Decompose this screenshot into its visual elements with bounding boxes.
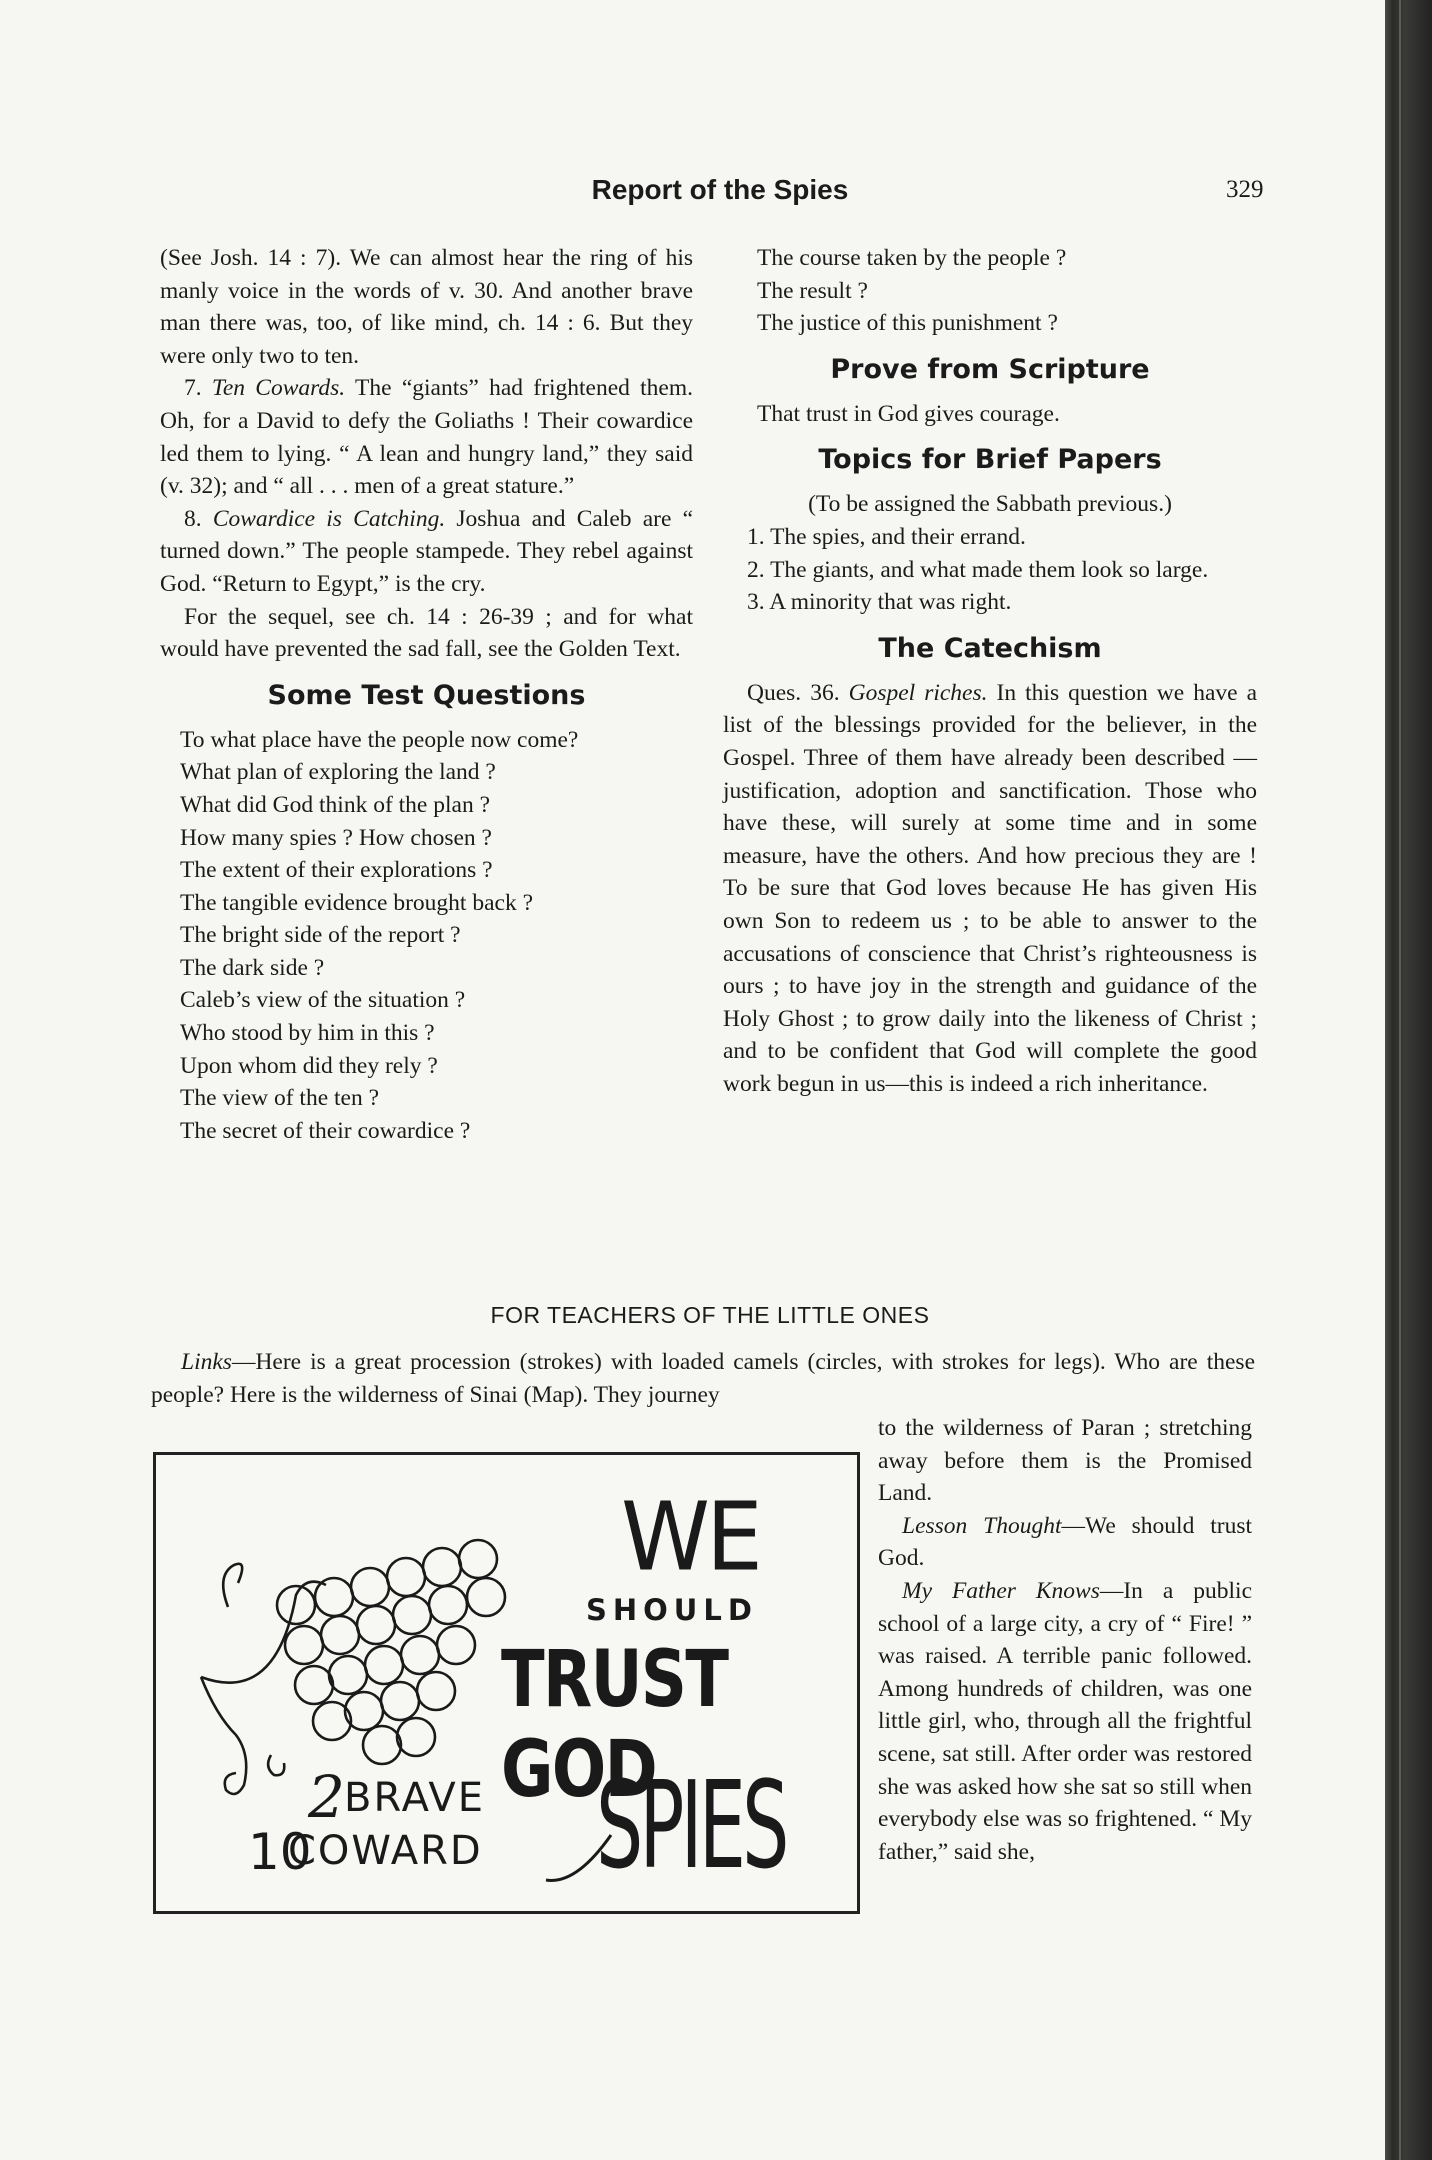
left-paragraph-cowardice [160,503,693,601]
question-item: To what place have the people now come? [180,726,579,753]
links-paragraph [151,1346,1255,1411]
paragraph-title: Ten Cowards. [211,375,346,402]
question-item: Who stood by him in this ? [180,1020,435,1047]
illustration-two: 2 [308,1763,345,1831]
catechism-heading: The Catechism [878,632,1102,664]
teachers-heading: FOR TEACHERS OF THE LITTLE ONES [490,1302,930,1328]
question-item: The tangible evidence brought back ? [180,889,534,916]
book-binding-edge [1385,0,1432,2160]
paragraph-title: Cowardice is Catching. [212,505,446,532]
question-item: What did God think of the plan ? [180,791,490,818]
father-knows-paragraph [878,1575,1252,1868]
test-questions-list [160,724,693,1148]
paragraph-text: Joshua and Caleb are “ turned down.” The people stampede. They rebel against God. “Return to Egypt,” is the cry. [160,505,694,597]
question-item: Upon whom did they rely ? [180,1052,438,1079]
question-item: The secret of their cowardice ? [180,1117,471,1144]
catechism-label: Ques. 36. [747,679,840,706]
question-item: The course taken by the people ? [757,245,1067,271]
paragraph-number: 7. [184,375,202,402]
catechism-paragraph [723,677,1257,1101]
illustration-spies: SPIES [596,1757,786,1896]
question-item: The bright side of the report ? [180,922,461,949]
father-text: —In a public school of a large city, a cry of “ Fire! ” was raised. A terrible panic followed. Among hundreds of children, was one little girl, who, through all the frightful scene, sat still. After order was restored she was asked how she sat so still when everybody else was so frightened. “ My father,” said she, [878,1577,1252,1865]
illustration-coward: COWARD [288,1828,483,1874]
question-item: The dark side ? [180,954,325,981]
test-questions-heading: Some Test Questions [267,679,586,711]
left-paragraph-1: (See Josh. 14 : 7). We can almost hear the ring of his manly voice in the words of v. 30. And another brave man there was, too, of like mind, ch. 14 : 6. But they were only two to ten. [160,245,693,369]
teachers-side-column [878,1412,1252,1868]
catechism-title: Gospel riches. [848,679,988,706]
question-item: The extent of their explorations ? [180,857,493,884]
topic-item: 2. The giants, and what made them look so large. [747,556,1209,583]
left-paragraph-ten-cowards [160,372,693,502]
links-label: Links [181,1349,232,1375]
topics-note: (To be assigned the Sabbath previous.) [808,491,1172,518]
topics-heading: Topics for Brief Papers [818,444,1162,476]
prove-heading: Prove from Scripture [830,353,1150,385]
paragraph-number: 8. [184,505,202,532]
left-column [160,242,693,1147]
lesson-text: —We should trust God. [878,1512,1252,1572]
question-item: What plan of exploring the land ? [180,759,496,786]
question-item: The justice of this punishment ? [757,310,1058,337]
side-paragraph: to the wilderness of Paran ; stretching away before them is the Promised Land. [878,1415,1252,1507]
left-paragraph-sequel: For the sequel, see ch. 14 : 26-39 ; and for what would have prevented the sad fall, see the Golden Text. [160,603,693,663]
question-item: The result ? [757,277,868,304]
right-column [723,242,1257,1100]
question-item: How many spies ? How chosen ? [180,824,492,851]
lesson-label: Lesson Thought [902,1512,1062,1539]
illustration-we: WE [621,1482,759,1593]
question-item: The view of the ten ? [180,1085,380,1112]
running-title: Report of the Spies [591,174,849,205]
illustration-trust-god: TRUST GOD [501,1635,728,1815]
page-number: 329 [1226,176,1264,203]
paragraph-text: The “giants” had frightened them. Oh, for a David to defy the Goliaths ! Their cowardice led them to lying. “ A lean and hungry land,” they said (v. 32); and “ all . . . men of a great stature.” [160,375,694,500]
prove-text: That trust in God gives courage. [757,400,1060,427]
blackboard-illustration [153,1452,860,1914]
illustration-ten: 10 [248,1823,312,1881]
topic-item: 3. A minority that was right. [747,589,1012,616]
topic-item: 1. The spies, and their errand. [747,523,1026,550]
illustration-brave: BRAVE [344,1775,486,1821]
question-item: Caleb’s view of the situation ? [180,987,466,1014]
links-text: —Here is a great procession (strokes) with loaded camels (circles, with strokes for legs). Who are these people? Here is the wilderness of Sinai (Map). They journey [151,1349,1255,1408]
catechism-text: In this question we have a list of the blessings provided for the believer, in the Gospel. Three of them have already been described —justification, adoption and sanctification. Those who have these, will surely at some time and in some measure, have the others. And how precious they are ! To be sure that God loves because He has given His own Son to redeem us ; to be able to answer to the accusations of conscience that Christ’s righteousness is ours ; to have joy in the strength and guidance of the Holy Ghost ; to grow daily into the likeness of Christ ; and to be confident that God will complete the good work begun in us—this is indeed a rich inheritance. [723,679,1258,1097]
father-label: My Father Knows [902,1577,1100,1604]
lead-questions [723,242,1257,340]
lesson-thought-paragraph [878,1510,1252,1575]
illustration-should: SHOULD [586,1593,758,1627]
